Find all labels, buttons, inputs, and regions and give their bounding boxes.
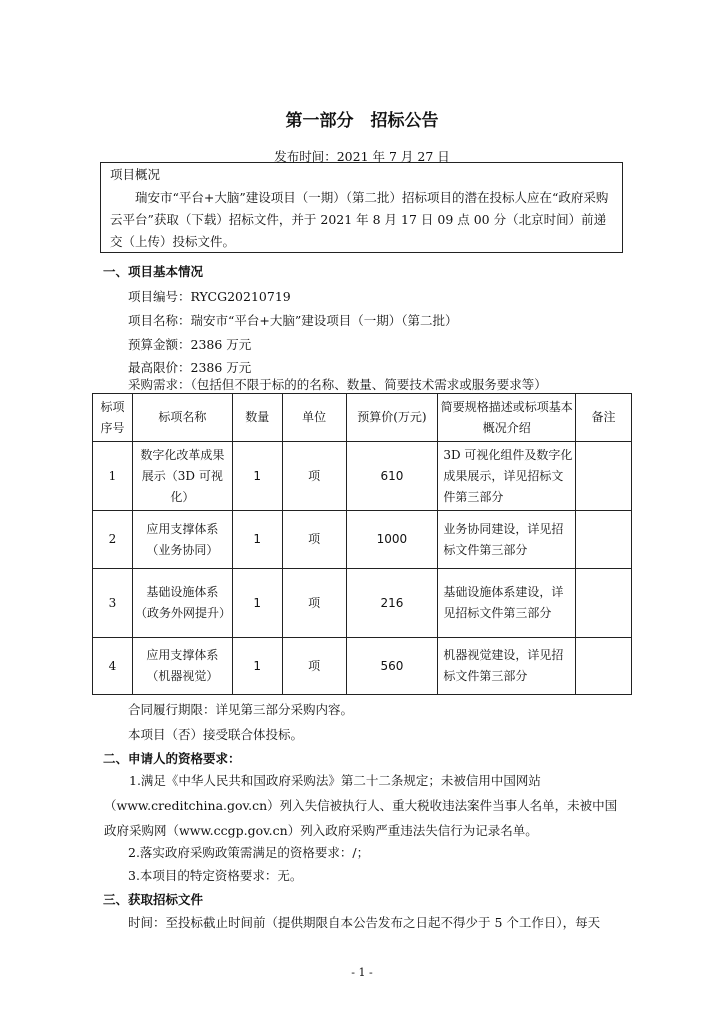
- project-overview-box: [100, 162, 623, 253]
- section-heading-obtain-documents: 三、获取招标文件: [103, 892, 204, 907]
- cell-quantity: 1: [232, 569, 282, 638]
- cell-quantity: 1: [232, 638, 282, 695]
- cell-budget: 216: [346, 569, 438, 638]
- cell-lot-name: 基础设施体系（政务外网提升）: [132, 569, 232, 638]
- obtain-time: 时间：至投标截止时间前（提供期限自本公告发布之日起不得少于 5 个工作日），每天: [128, 915, 601, 930]
- contract-period: 合同履行期限：详见第三部分采购内容。: [128, 702, 354, 717]
- cell-unit: 项: [282, 569, 346, 638]
- table-row: [93, 511, 632, 569]
- cell-description: 机器视觉建设，详见招标文件第三部分: [438, 638, 576, 695]
- project-name: 项目名称：瑞安市“平台+大脑”建设项目（一期）（第二批）: [128, 313, 458, 328]
- cell-note: [576, 442, 632, 511]
- procurement-requirements: 采购需求：（包括但不限于标的的名称、数量、简要技术需求或服务要求等）: [128, 377, 547, 392]
- cell-note: [576, 511, 632, 569]
- cell-description: 基础设施体系建设，详见招标文件第三部分: [438, 569, 576, 638]
- qualification-item-1: 1.满足《中华人民共和国政府采购法》第二十二条规定；未被信用中国网站（www.creditchina.gov.cn）列入失信被执行人、重大税收违法案件当事人名单，未被中国政府采购网（www.ccgp.gov.cn）列入政府采购严重违法失信行为记录名单。: [104, 773, 618, 838]
- cell-budget: 560: [346, 638, 438, 695]
- cell-lot-no: 3: [93, 569, 133, 638]
- overview-body: 瑞安市“平台+大脑”建设项目（一期）（第二批）招标项目的潜在投标人应在“政府采购云平台”获取（下载）招标文件，并于 2021 年 8 月 17 日 09 点 00 分（北京时间）前递交（上传）投标文件。: [110, 190, 609, 249]
- cell-description: 业务协同建设，详见招标文件第三部分: [438, 511, 576, 569]
- header-description: 简要规格描述或标项基本概况介绍: [438, 394, 576, 442]
- table-row: [93, 442, 632, 511]
- page-number: - 1 -: [351, 966, 373, 979]
- header-lot-name: 标项名称: [132, 394, 232, 442]
- project-number: 项目编号：RYCG20210719: [128, 289, 291, 304]
- qualification-item-2: 2.落实政府采购政策需满足的资格要求：/；: [128, 845, 370, 860]
- cell-lot-no: 1: [93, 442, 133, 511]
- cell-lot-no: 2: [93, 511, 133, 569]
- section-heading-qualifications: 二、申请人的资格要求：: [103, 751, 241, 766]
- procurement-table: [92, 393, 632, 695]
- table-row: [93, 569, 632, 638]
- cell-unit: 项: [282, 442, 346, 511]
- cell-description: 3D 可视化组件及数字化成果展示，详见招标文件第三部分: [438, 442, 576, 511]
- cell-lot-name: 应用支撑体系（机器视觉）: [132, 638, 232, 695]
- page-title: 第一部分 招标公告: [285, 111, 439, 131]
- cell-note: [576, 569, 632, 638]
- cell-unit: 项: [282, 511, 346, 569]
- qualification-item-3: 3.本项目的特定资格要求：无。: [128, 868, 303, 883]
- header-budget: 预算价(万元): [346, 394, 438, 442]
- publish-date: 发布时间：2021 年 7 月 27 日: [274, 149, 450, 164]
- header-unit: 单位: [282, 394, 346, 442]
- budget-amount: 预算金额：2386 万元: [128, 337, 252, 352]
- cell-lot-no: 4: [93, 638, 133, 695]
- header-quantity: 数量: [232, 394, 282, 442]
- section-heading-basic-info: 一、项目基本情况: [103, 264, 204, 279]
- cell-unit: 项: [282, 638, 346, 695]
- cell-budget: 1000: [346, 511, 438, 569]
- header-lot-no: 标项序号: [93, 394, 133, 442]
- cell-quantity: 1: [232, 442, 282, 511]
- table-row: [93, 638, 632, 695]
- cell-note: [576, 638, 632, 695]
- cell-lot-name: 应用支撑体系（业务协同）: [132, 511, 232, 569]
- header-note: 备注: [576, 394, 632, 442]
- cell-budget: 610: [346, 442, 438, 511]
- overview-heading: 项目概况: [110, 167, 161, 182]
- consortium-note: 本项目（否）接受联合体投标。: [128, 727, 304, 742]
- cell-lot-name: 数字化改革成果展示（3D 可视化）: [132, 442, 232, 511]
- max-price: 最高限价：2386 万元: [128, 360, 252, 375]
- cell-quantity: 1: [232, 511, 282, 569]
